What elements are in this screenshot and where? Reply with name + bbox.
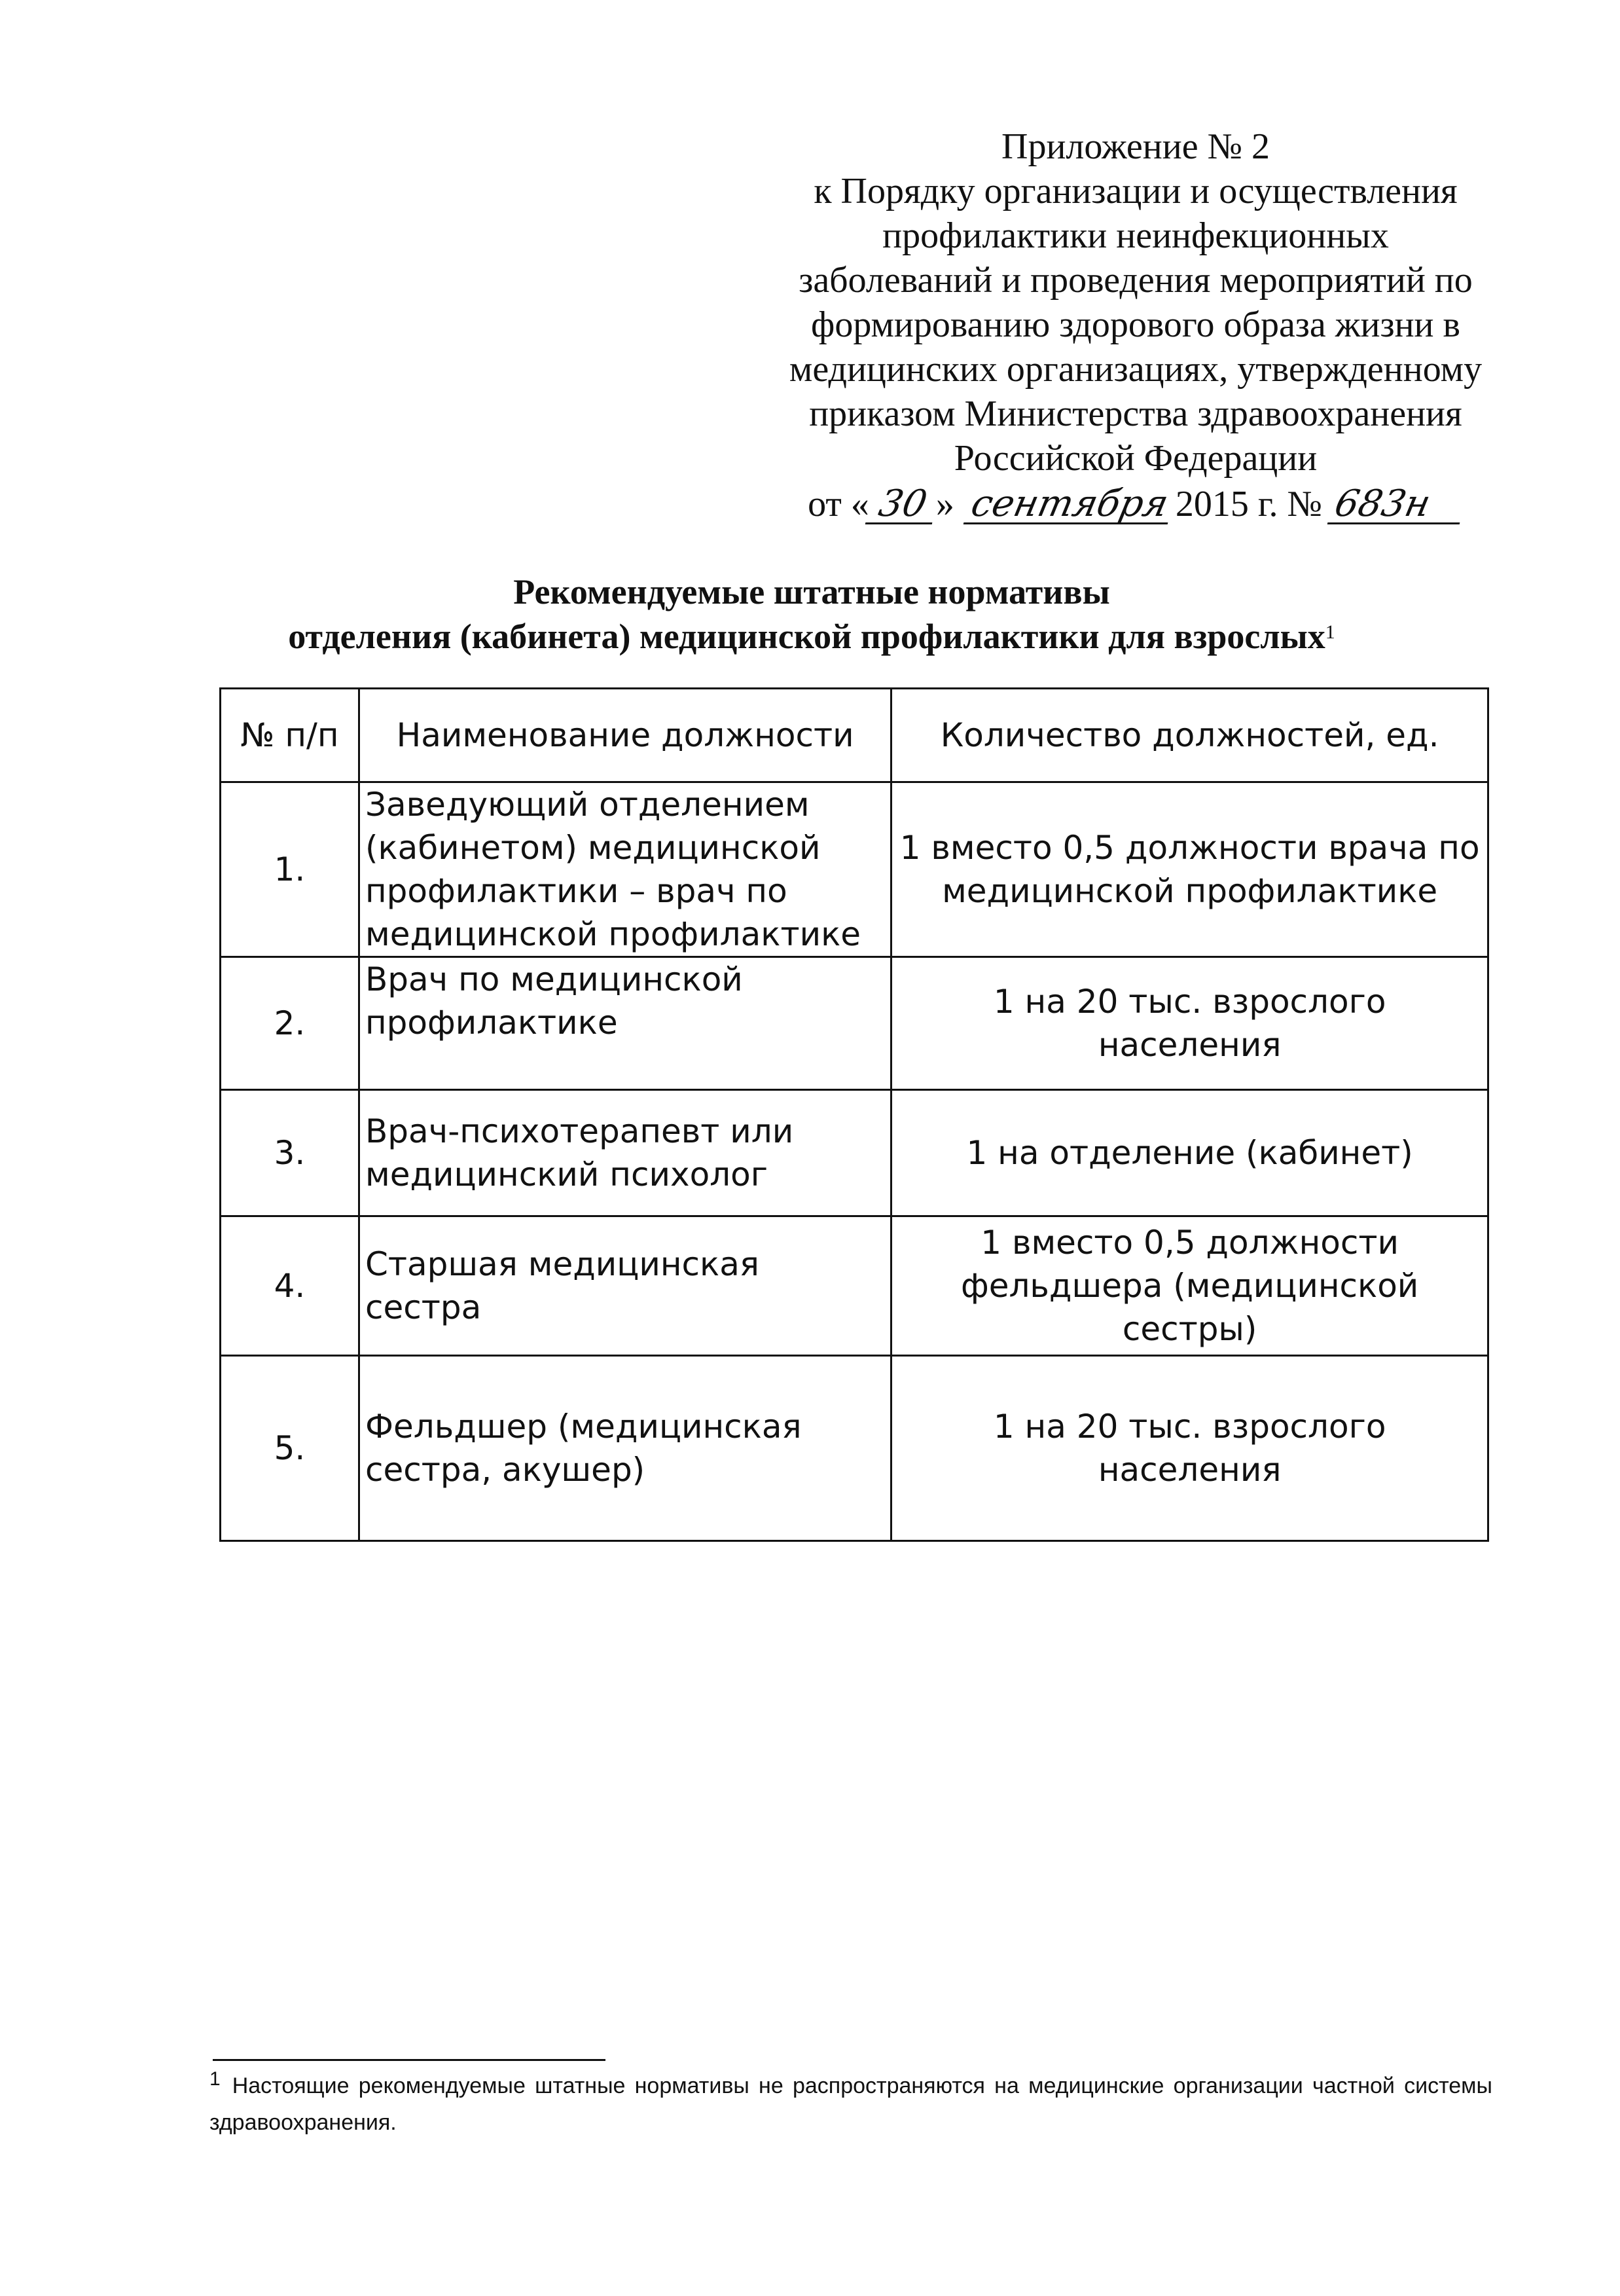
position-name: Врач-психотерапевт или медицинский психолог [359, 1090, 891, 1216]
table-row [221, 1216, 1488, 1356]
row-number: 4. [221, 1216, 359, 1356]
appendix-line: медицинских организациях, утвержденному [789, 349, 1483, 390]
column-header-number: № п/п [221, 689, 359, 782]
footnote-mark: 1 [209, 2068, 221, 2090]
row-number: 5. [221, 1356, 359, 1541]
handwritten-day: 30 [865, 486, 941, 524]
title-line-1: Рекомендуемые штатные нормативы [513, 572, 1110, 611]
table-header-row [221, 689, 1488, 782]
appendix-line: Российской Федерации [954, 438, 1318, 479]
table-row [221, 957, 1488, 1090]
position-name: Фельдшер (медицинская сестра, акушер) [359, 1356, 891, 1541]
column-header-quantity: Количество должностей, ед. [891, 689, 1488, 782]
position-name: Врач по медицинской профилактике [359, 957, 891, 1090]
date-mid: » [935, 484, 954, 524]
handwritten-order-number: 683н [1327, 486, 1468, 524]
appendix-line: заболеваний и проведения мероприятий по [799, 260, 1473, 301]
title-line-2-text: отделения (кабинета) медицинской профилактики для взрослых [288, 617, 1325, 656]
position-quantity: 1 вместо 0,5 должности врача по медицинской профилактике [891, 782, 1488, 957]
document-title [196, 570, 1427, 659]
appendix-line: приказом Министерства здравоохранения [809, 393, 1462, 434]
appendix-title: Приложение № 2 [1001, 126, 1270, 167]
column-header-position: Наименование должности [359, 689, 891, 782]
footnote-text: Настоящие рекомендуемые штатные нормативы не распространяются на медицинские организации частной системы здравоохранения. [209, 2073, 1492, 2135]
row-number: 1. [221, 782, 359, 957]
position-quantity: 1 вместо 0,5 должности фельдшера (медицинской сестры) [891, 1216, 1488, 1356]
footnote-separator [213, 2059, 605, 2061]
date-prefix: от « [808, 484, 869, 524]
table-row [221, 782, 1488, 957]
appendix-line: профилактики неинфекционных [882, 215, 1389, 256]
handwritten-month: сентября [963, 486, 1176, 524]
position-quantity: 1 на 20 тыс. взрослого населения [891, 1356, 1488, 1541]
position-name: Старшая медицинская сестра [359, 1216, 891, 1356]
row-number: 2. [221, 957, 359, 1090]
table-row [221, 1090, 1488, 1216]
position-name: Заведующий отделением (кабинетом) медицинской профилактики – врач по медицинской профилактике [359, 782, 891, 957]
title-line-2 [196, 614, 1427, 659]
appendix-line: к Порядку организации и осуществления [814, 171, 1458, 211]
footnote [209, 2068, 1492, 2141]
position-quantity: 1 на отделение (кабинет) [891, 1090, 1488, 1216]
staffing-table [219, 687, 1489, 1542]
table-row [221, 1356, 1488, 1541]
position-quantity: 1 на 20 тыс. взрослого населения [891, 957, 1488, 1090]
appendix-header [753, 124, 1519, 526]
row-number: 3. [221, 1090, 359, 1216]
order-date-line [753, 482, 1519, 526]
footnote-reference: 1 [1325, 621, 1335, 643]
appendix-line: формированию здорового образа жизни в [811, 304, 1460, 345]
date-year: 2015 г. № [1175, 484, 1322, 524]
